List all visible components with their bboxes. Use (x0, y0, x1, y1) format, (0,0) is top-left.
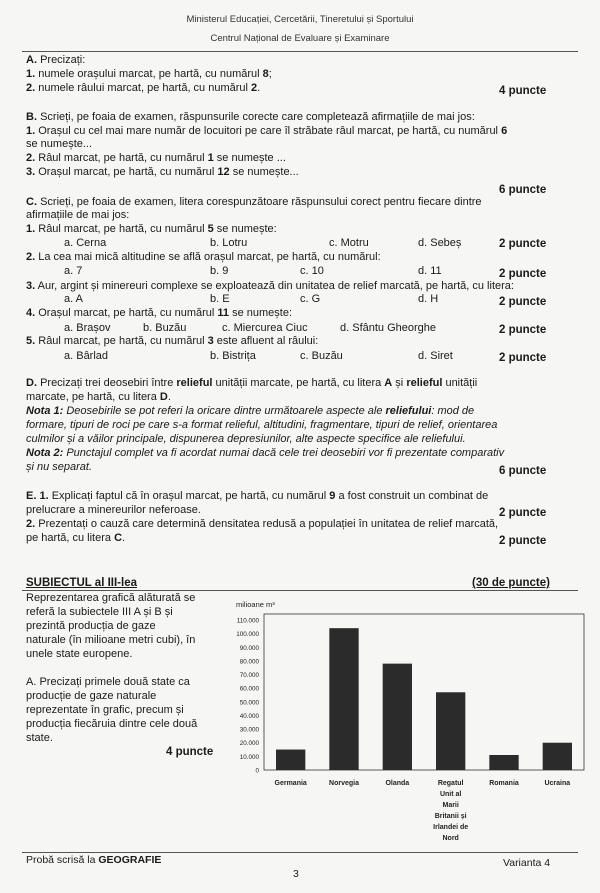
y-tick-label: 0 (255, 767, 259, 775)
y-tick-label: 30.000 (239, 726, 259, 734)
bar (436, 692, 465, 770)
y-axis-label: milioane m³ (236, 600, 275, 609)
y-tick-label: 80.000 (239, 658, 259, 666)
y-tick-label: 10.000 (239, 753, 259, 761)
plot-area (264, 614, 584, 770)
category-label: Irlandei de (433, 824, 469, 831)
option: a. Cerna (64, 237, 107, 249)
option: c. G (300, 293, 321, 305)
category-label: Britanii și (434, 813, 467, 820)
option: d. Sfântu Gheorghe (340, 322, 437, 334)
bar (543, 743, 572, 770)
option: b. Buzău (143, 322, 187, 334)
category-label: Romania (489, 780, 519, 787)
category-label: Olanda (385, 780, 410, 787)
section-d-line-2: marcate, pe hartă, cu litera D. (26, 391, 171, 403)
bar (383, 664, 412, 770)
question-c3: 3. Aur, argint și minereuri complexe se exploatează din unitatea de relief marcată, pe hartă, cu litera: (26, 280, 514, 292)
page-number: 3 (293, 868, 299, 880)
option: b. 9 (210, 265, 229, 277)
option: a. A (64, 293, 83, 305)
section-b-item-2: 2. Râul marcat, pe hartă, cu numărul 1 se numește ... (26, 152, 286, 164)
option: a. 7 (64, 265, 83, 277)
subject-3-a-1: A. Precizați primele două state ca (26, 676, 190, 688)
question-c2-points: 2 puncte (499, 268, 547, 280)
y-tick-label: 60.000 (239, 685, 259, 693)
section-d-nota-1-cont-2: culmilor și a văilor principale, dispunerea depresiunilor, alte aspecte specifice ale reliefului. (26, 433, 466, 445)
section-c-intro-2: afirmațiile de mai jos: (26, 209, 130, 221)
section-e-item-1-cont: prelucrare a minereurilor neferoase. (26, 504, 201, 516)
option: a. Brașov (64, 322, 111, 334)
option: c. 10 (300, 265, 324, 277)
subject-3-a-points: 4 puncte (166, 746, 214, 758)
section-d-nota-1-cont-1: formare, tipuri de roci pe care s-a format relieful, altitudini, fragmentare, tipuri de relief, orientarea (26, 419, 498, 431)
subject-3-intro-4: naturale (în milioane metri cubi), în (26, 634, 196, 646)
footer-variant: Varianta 4 (503, 857, 551, 869)
gas-production-bar-chart (228, 594, 588, 850)
section-e-item-1-points: 2 puncte (499, 507, 547, 519)
category-label: Nord (442, 835, 459, 842)
option: d. Sebeș (418, 237, 462, 249)
category-label: Germania (274, 780, 307, 787)
option: b. Lotru (210, 237, 248, 249)
section-a-item-2: 2. numele râului marcat, pe hartă, cu numărul 2. (26, 82, 261, 94)
option: c. Buzău (300, 350, 343, 362)
y-tick-label: 20.000 (239, 740, 259, 748)
y-tick-label: 100.000 (236, 631, 259, 639)
header-rule (22, 51, 578, 52)
section-e-item-2: 2. Prezentați o cauză care determină densitatea redusă a populației în unitatea de relief marcată, (26, 518, 499, 530)
header-ministry: Ministerul Educației, Cercetării, Tineretului și Sportului (186, 14, 414, 25)
section-a-item-1: 1. numele orașului marcat, pe hartă, cu numărul 8; (26, 68, 272, 80)
option: a. Bârlad (64, 350, 109, 362)
question-c1: 1. Râul marcat, pe hartă, cu numărul 5 se numește: (26, 223, 277, 235)
y-tick-label: 40.000 (239, 712, 259, 720)
category-label: Ucraina (544, 780, 571, 787)
category-label: Unit al (439, 791, 462, 798)
section-d-points: 6 puncte (499, 465, 547, 477)
option: d. H (418, 293, 439, 305)
category-label: Norvegia (329, 780, 359, 787)
section-b-item-1-cont: se numește... (26, 138, 93, 150)
option: c. Miercurea Ciuc (222, 322, 308, 334)
section-c-intro-1: C. Scrieți, pe foaia de examen, litera corespunzătoare răspunsului corect pentru fiecare dintre (26, 196, 482, 208)
option: d. 11 (418, 265, 442, 277)
subject-3-a-2: producție de gaze naturale (26, 690, 157, 702)
section-d-nota-2-cont: și nu separat. (26, 461, 93, 473)
y-tick-label: 90.000 (239, 644, 259, 652)
question-c4: 4. Orașul marcat, pe hartă, cu numărul 11 se numește: (26, 307, 293, 319)
subject-3-a-4: producția fiecăruia dintre cele două (26, 718, 198, 730)
footer-subject: Probă scrisă la GEOGRAFIE (26, 854, 162, 866)
option: c. Motru (329, 237, 369, 249)
option: d. Siret (418, 350, 453, 362)
question-c4-points: 2 puncte (499, 324, 547, 336)
question-c5-points: 2 puncte (499, 352, 547, 364)
subject-3-title: SUBIECTUL al III-lea (26, 577, 137, 589)
section-d-nota-2: Nota 2: Punctajul complet va fi acordat numai dacă cele trei deosebiri vor fi prezentate comparativ (26, 447, 505, 459)
subject-3-intro-3: prezintă producția de gaze (26, 620, 156, 632)
subject-3-intro-2: referă la subiectele III A și B și (26, 606, 173, 618)
subject-3-rule (22, 590, 578, 591)
y-tick-label: 110.000 (236, 617, 259, 625)
y-tick-label: 70.000 (239, 672, 259, 680)
y-tick-label: 50.000 (239, 699, 259, 707)
section-b-item-3: 3. Orașul marcat, pe hartă, cu numărul 12 se numește... (26, 166, 299, 178)
question-c1-points: 2 puncte (499, 238, 547, 250)
header-center: Centrul Național de Evaluare și Examinare (210, 33, 390, 44)
question-c5: 5. Râul marcat, pe hartă, cu numărul 3 este afluent al râului: (26, 335, 319, 347)
subject-3-intro-1: Reprezentarea grafică alăturată se (26, 592, 196, 604)
section-d-nota-1: Nota 1: Deosebirile se pot referi la oricare dintre următoarele aspecte ale reliefului: mod de (26, 405, 475, 417)
subject-3-a-5: state. (26, 732, 53, 744)
section-d-line-1: D. Precizați trei deosebiri între relieful unității marcate, pe hartă, cu litera A și relieful unității (26, 377, 478, 389)
option: b. Bistrița (210, 350, 256, 362)
footer-rule (22, 852, 578, 853)
subject-3-intro-5: unele state europene. (26, 648, 133, 660)
section-a-intro: A. Precizați: (26, 54, 86, 66)
section-a-points: 4 puncte (499, 85, 547, 97)
subject-3-a-3: reprezentate în grafic, precum și (26, 704, 184, 716)
option: b. E (210, 293, 230, 305)
bar (489, 755, 518, 770)
category-label: Regatul (437, 780, 464, 787)
subject-3-points: (30 de puncte) (472, 577, 550, 589)
section-b-points: 6 puncte (499, 184, 547, 196)
section-e-item-2-points: 2 puncte (499, 535, 547, 547)
category-label: Marii (442, 802, 459, 809)
section-e-item-2-cont: pe hartă, cu litera C. (26, 532, 126, 544)
section-b-intro: B. Scrieți, pe foaia de examen, răspunsurile corecte care completează afirmațiile de mai jos: (26, 111, 475, 123)
bar (329, 628, 358, 770)
question-c2: 2. La cea mai mică altitudine se află orașul marcat, pe hartă, cu numărul: (26, 251, 381, 263)
section-b-item-1: 1. Orașul cu cel mai mare număr de locuitori pe care îl străbate râul marcat, pe hartă, cu numărul 6 (26, 125, 508, 137)
section-e-item-1: E. 1. Explicați faptul că în orașul marcat, pe hartă, cu numărul 9 a fost construit un combinat de (26, 490, 489, 502)
bar (276, 750, 305, 770)
question-c3-points: 2 puncte (499, 296, 547, 308)
